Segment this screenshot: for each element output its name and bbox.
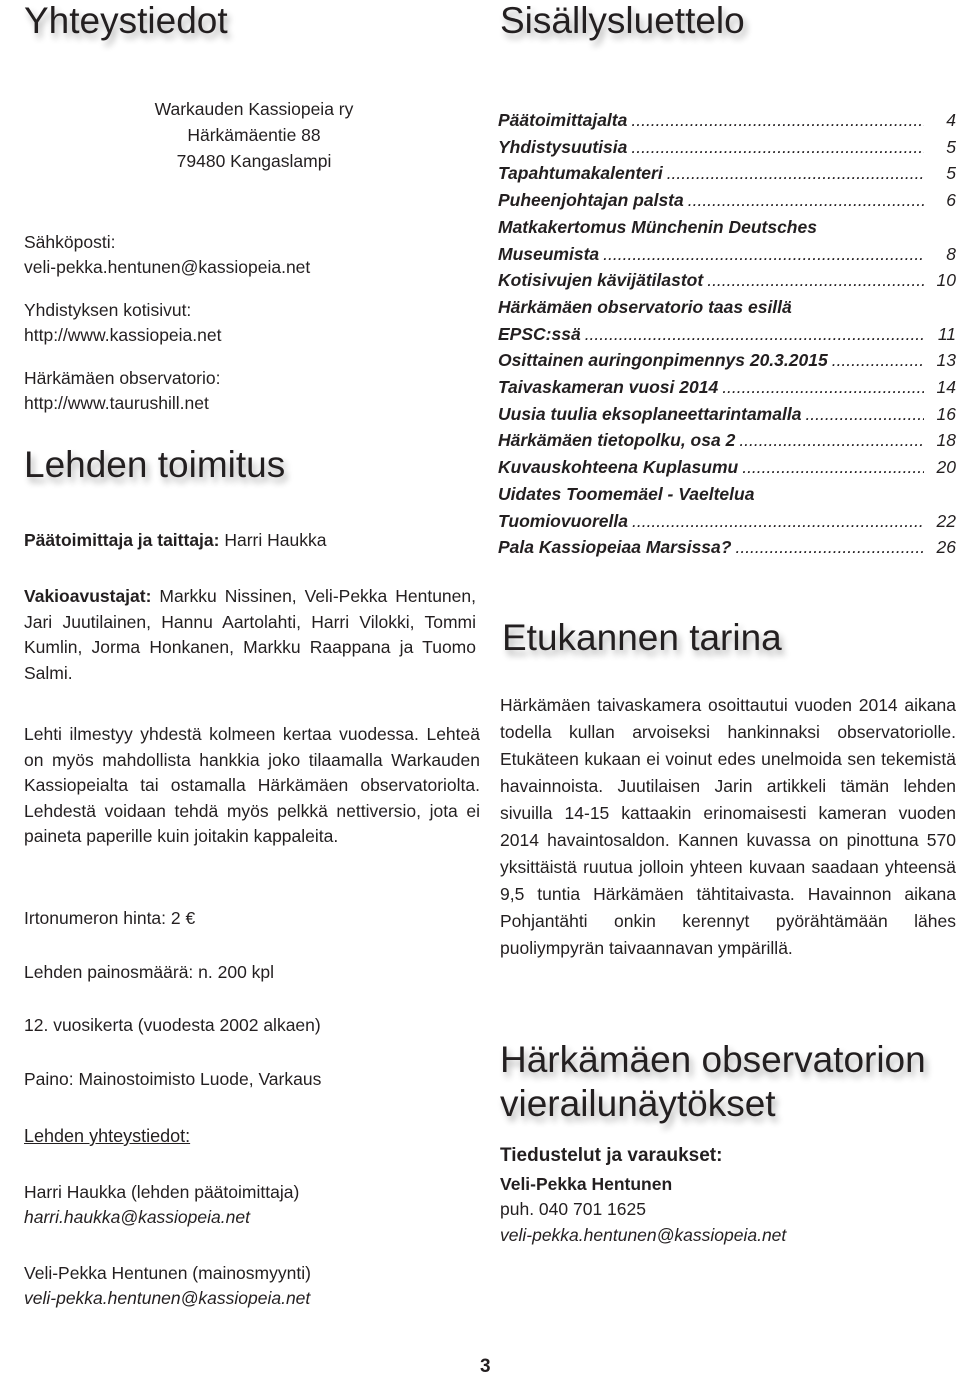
contact-ads xyxy=(24,1261,311,1311)
inquiries-name: Veli-Pekka Hentunen xyxy=(500,1174,673,1194)
toc-entry-page: 5 xyxy=(946,163,956,184)
cover-story-heading: Etukannen tarina xyxy=(502,617,782,658)
toc-entry-title: EPSC:ssä xyxy=(498,323,581,344)
toc-dot-leader xyxy=(631,107,924,134)
toc-entry-title-line: Matkakertomus Münchenin Deutsches xyxy=(498,216,817,237)
toc-entry-title: Kuvauskohteena Kuplasumu xyxy=(498,457,739,478)
observatory-link[interactable]: http://www.taurushill.net xyxy=(24,392,209,413)
toc-entry[interactable] xyxy=(498,241,958,268)
toc-dot-leader xyxy=(631,134,924,161)
address-line: 79480 Kangaslampi xyxy=(176,151,332,171)
toc-entry-page: 16 xyxy=(936,403,956,424)
printer-line: Paino: Mainostoimisto Luode, Varkaus xyxy=(24,1069,322,1089)
address-block xyxy=(140,96,368,174)
toc-entry-title: Tuomiovuorella xyxy=(498,510,628,531)
toc-entry-title: Kotisivujen kävijätilastot xyxy=(498,270,704,291)
toc-entry[interactable] xyxy=(498,374,958,401)
toc-heading: Sisällysluettelo xyxy=(500,0,745,41)
inquiries-phone: puh. 040 701 1625 xyxy=(500,1199,646,1219)
email-group xyxy=(24,230,464,279)
inquiries-label: Tiedustelut ja varaukset: xyxy=(500,1145,723,1166)
toc-entry-page: 4 xyxy=(946,110,956,130)
toc-dot-leader xyxy=(688,187,924,214)
contact-email-link[interactable]: veli-pekka.hentunen@kassiopeia.net xyxy=(24,1288,311,1308)
contact-name: Veli-Pekka Hentunen (mainosmyynti) xyxy=(24,1263,311,1283)
toc-entry-title-line: Uidates Toomemäel - Vaeltelua xyxy=(498,483,755,504)
toc-entry-page: 10 xyxy=(936,270,956,291)
toc-entry-title: Osittainen auringonpimennys 20.3.2015 xyxy=(498,350,828,371)
toc-dot-leader xyxy=(742,454,924,481)
toc-dot-leader xyxy=(805,401,924,428)
toc-entry-title: Härkämäen tietopolku, osa 2 xyxy=(498,430,736,451)
toc-entry-page: 14 xyxy=(936,377,956,398)
toc-entry-title: Yhdistysuutisia xyxy=(498,136,628,157)
toc-entry-page: 5 xyxy=(946,136,956,157)
toc-entry-title: Pala Kassiopeiaa Marsissa? xyxy=(498,537,732,558)
toc-dot-leader xyxy=(832,347,924,374)
editor-name: Harri Haukka xyxy=(224,530,327,550)
website-group xyxy=(24,298,464,347)
contact-heading: Yhteystiedot xyxy=(24,0,228,41)
email-label: Sähköposti: xyxy=(24,232,116,252)
table-of-contents xyxy=(498,107,958,561)
toc-entry[interactable] xyxy=(498,267,958,294)
cover-story-text: Härkämäen taivaskamera osoittautui vuoden 2014 aikana todella kullan arvoiseksi hankinnaksi observatoriolle. Etukäteen kukaan ei voinut edes unelmoida sen tekemistä havainnoista. Juutilaisen Jarin artikkeli tämän lehden sivuilla 14-15 kattaakin erinomaisesti kameran vuoden 2014 havaintosaldon. Kannen kuvassa on pinottuna 570 yksittäistä ruutua jolloin yhteen kuvaan saadaan yhteensä 9,5 tuntia Härkämäen tähtitaivasta. Havainnon aikana Pohjantähti onkin kerennyt pyörähtämään lähes puoliympyrän taivaannavan ympärillä. xyxy=(500,695,956,958)
schedule-paragraph: Lehti ilmestyy yhdestä kolmeen kertaa vuodessa. Lehteä on myös mahdollista hankkia joko tilaamalla Warkauden Kassiopeialta tai ostamalla Härkämäen observatoriolta. Lehdestä voidaan tehdä myös pelkkä nettiversio, jota ei paineta paperille kuin joitakin kappaleita. xyxy=(24,724,480,846)
toc-entry-page: 26 xyxy=(936,537,956,558)
toc-entry-page: 22 xyxy=(936,510,956,531)
toc-entry-page: 18 xyxy=(936,430,956,451)
email-link[interactable]: veli-pekka.hentunen@kassiopeia.net xyxy=(24,256,311,277)
toc-entry-page: 11 xyxy=(937,323,956,344)
toc-entry-title: Taivaskameran vuosi 2014 xyxy=(498,377,719,398)
contributors-paragraph xyxy=(24,584,476,686)
toc-entry[interactable] xyxy=(498,134,958,161)
observatory-label: Härkämäen observatorio: xyxy=(24,368,221,388)
toc-entry-title: Tapahtumakalenteri xyxy=(498,163,663,184)
contributors-text: Markku Nissinen, Veli-Pekka Hentunen, Jari Juutilainen, Hannu Aartolahti, Harri Vilokki, Tommi Kumlin, Jorma Honkanen, Markku Raappana ja Tuomo Salmi. xyxy=(24,586,476,683)
toc-entry[interactable] xyxy=(498,454,958,481)
contact-email-link[interactable]: harri.haukka@kassiopeia.net xyxy=(24,1207,250,1227)
toc-entry-title: Puheenjohtajan palsta xyxy=(498,190,684,211)
toc-dot-leader xyxy=(735,534,924,561)
website-link[interactable]: http://www.kassiopeia.net xyxy=(24,324,222,345)
toc-entry-title: Päätoimittajalta xyxy=(498,110,628,130)
toc-entry-page: 6 xyxy=(946,190,956,211)
toc-dot-leader xyxy=(722,374,924,401)
toc-entry[interactable] xyxy=(498,347,958,374)
toc-dot-leader xyxy=(667,160,924,187)
toc-dot-leader xyxy=(739,427,924,454)
website-label: Yhdistyksen kotisivut: xyxy=(24,300,192,320)
toc-entry-page: 20 xyxy=(936,457,956,478)
contact-list xyxy=(24,230,464,434)
toc-entry[interactable] xyxy=(498,534,958,561)
page-number: 3 xyxy=(480,1356,491,1377)
toc-entry-page: 8 xyxy=(946,243,956,264)
toc-entry-page: 13 xyxy=(936,350,956,371)
toc-entry-title: Uusia tuulia eksoplaneettarintamalla xyxy=(498,403,802,424)
visits-heading-line: Härkämäen observatorion xyxy=(500,1039,926,1080)
toc-entry[interactable] xyxy=(498,321,958,348)
toc-dot-leader xyxy=(603,241,924,268)
editorial-heading: Lehden toimitus xyxy=(24,444,286,485)
toc-entry[interactable] xyxy=(498,160,958,187)
toc-entry[interactable] xyxy=(498,508,958,535)
print-run-line: Lehden painosmäärä: n. 200 kpl xyxy=(24,962,275,982)
toc-entry[interactable] xyxy=(498,401,958,428)
toc-entry-title-line: Härkämäen observatorio taas esillä xyxy=(498,296,792,317)
toc-entry-title: Museumista xyxy=(498,243,600,264)
inquiries-email-link[interactable]: veli-pekka.hentunen@kassiopeia.net xyxy=(500,1225,787,1245)
toc-entry[interactable] xyxy=(498,427,958,454)
editor-label: Päätoimittaja ja taittaja: xyxy=(24,530,220,550)
address-line: Warkauden Kassiopeia ry xyxy=(154,99,354,119)
contact-editor xyxy=(24,1180,299,1230)
price-line: Irtonumeron hinta: 2 € xyxy=(24,908,196,928)
toc-dot-leader xyxy=(707,267,924,294)
toc-dot-leader xyxy=(585,321,924,348)
contributors-label: Vakioavustajat: xyxy=(24,586,152,606)
magazine-contacts-heading: Lehden yhteystiedot: xyxy=(24,1126,191,1146)
editor-line xyxy=(24,530,326,551)
toc-dot-leader xyxy=(632,508,924,535)
address-line: Härkämäentie 88 xyxy=(187,125,321,145)
visits-heading xyxy=(500,1038,926,1126)
contact-name: Harri Haukka (lehden päätoimittaja) xyxy=(24,1182,300,1202)
visits-heading-line: vierailunäytökset xyxy=(500,1083,776,1124)
observatory-group xyxy=(24,366,464,415)
toc-entry[interactable] xyxy=(498,187,958,214)
volume-line: 12. vuosikerta (vuodesta 2002 alkaen) xyxy=(24,1015,321,1035)
toc-entry[interactable] xyxy=(498,107,958,134)
